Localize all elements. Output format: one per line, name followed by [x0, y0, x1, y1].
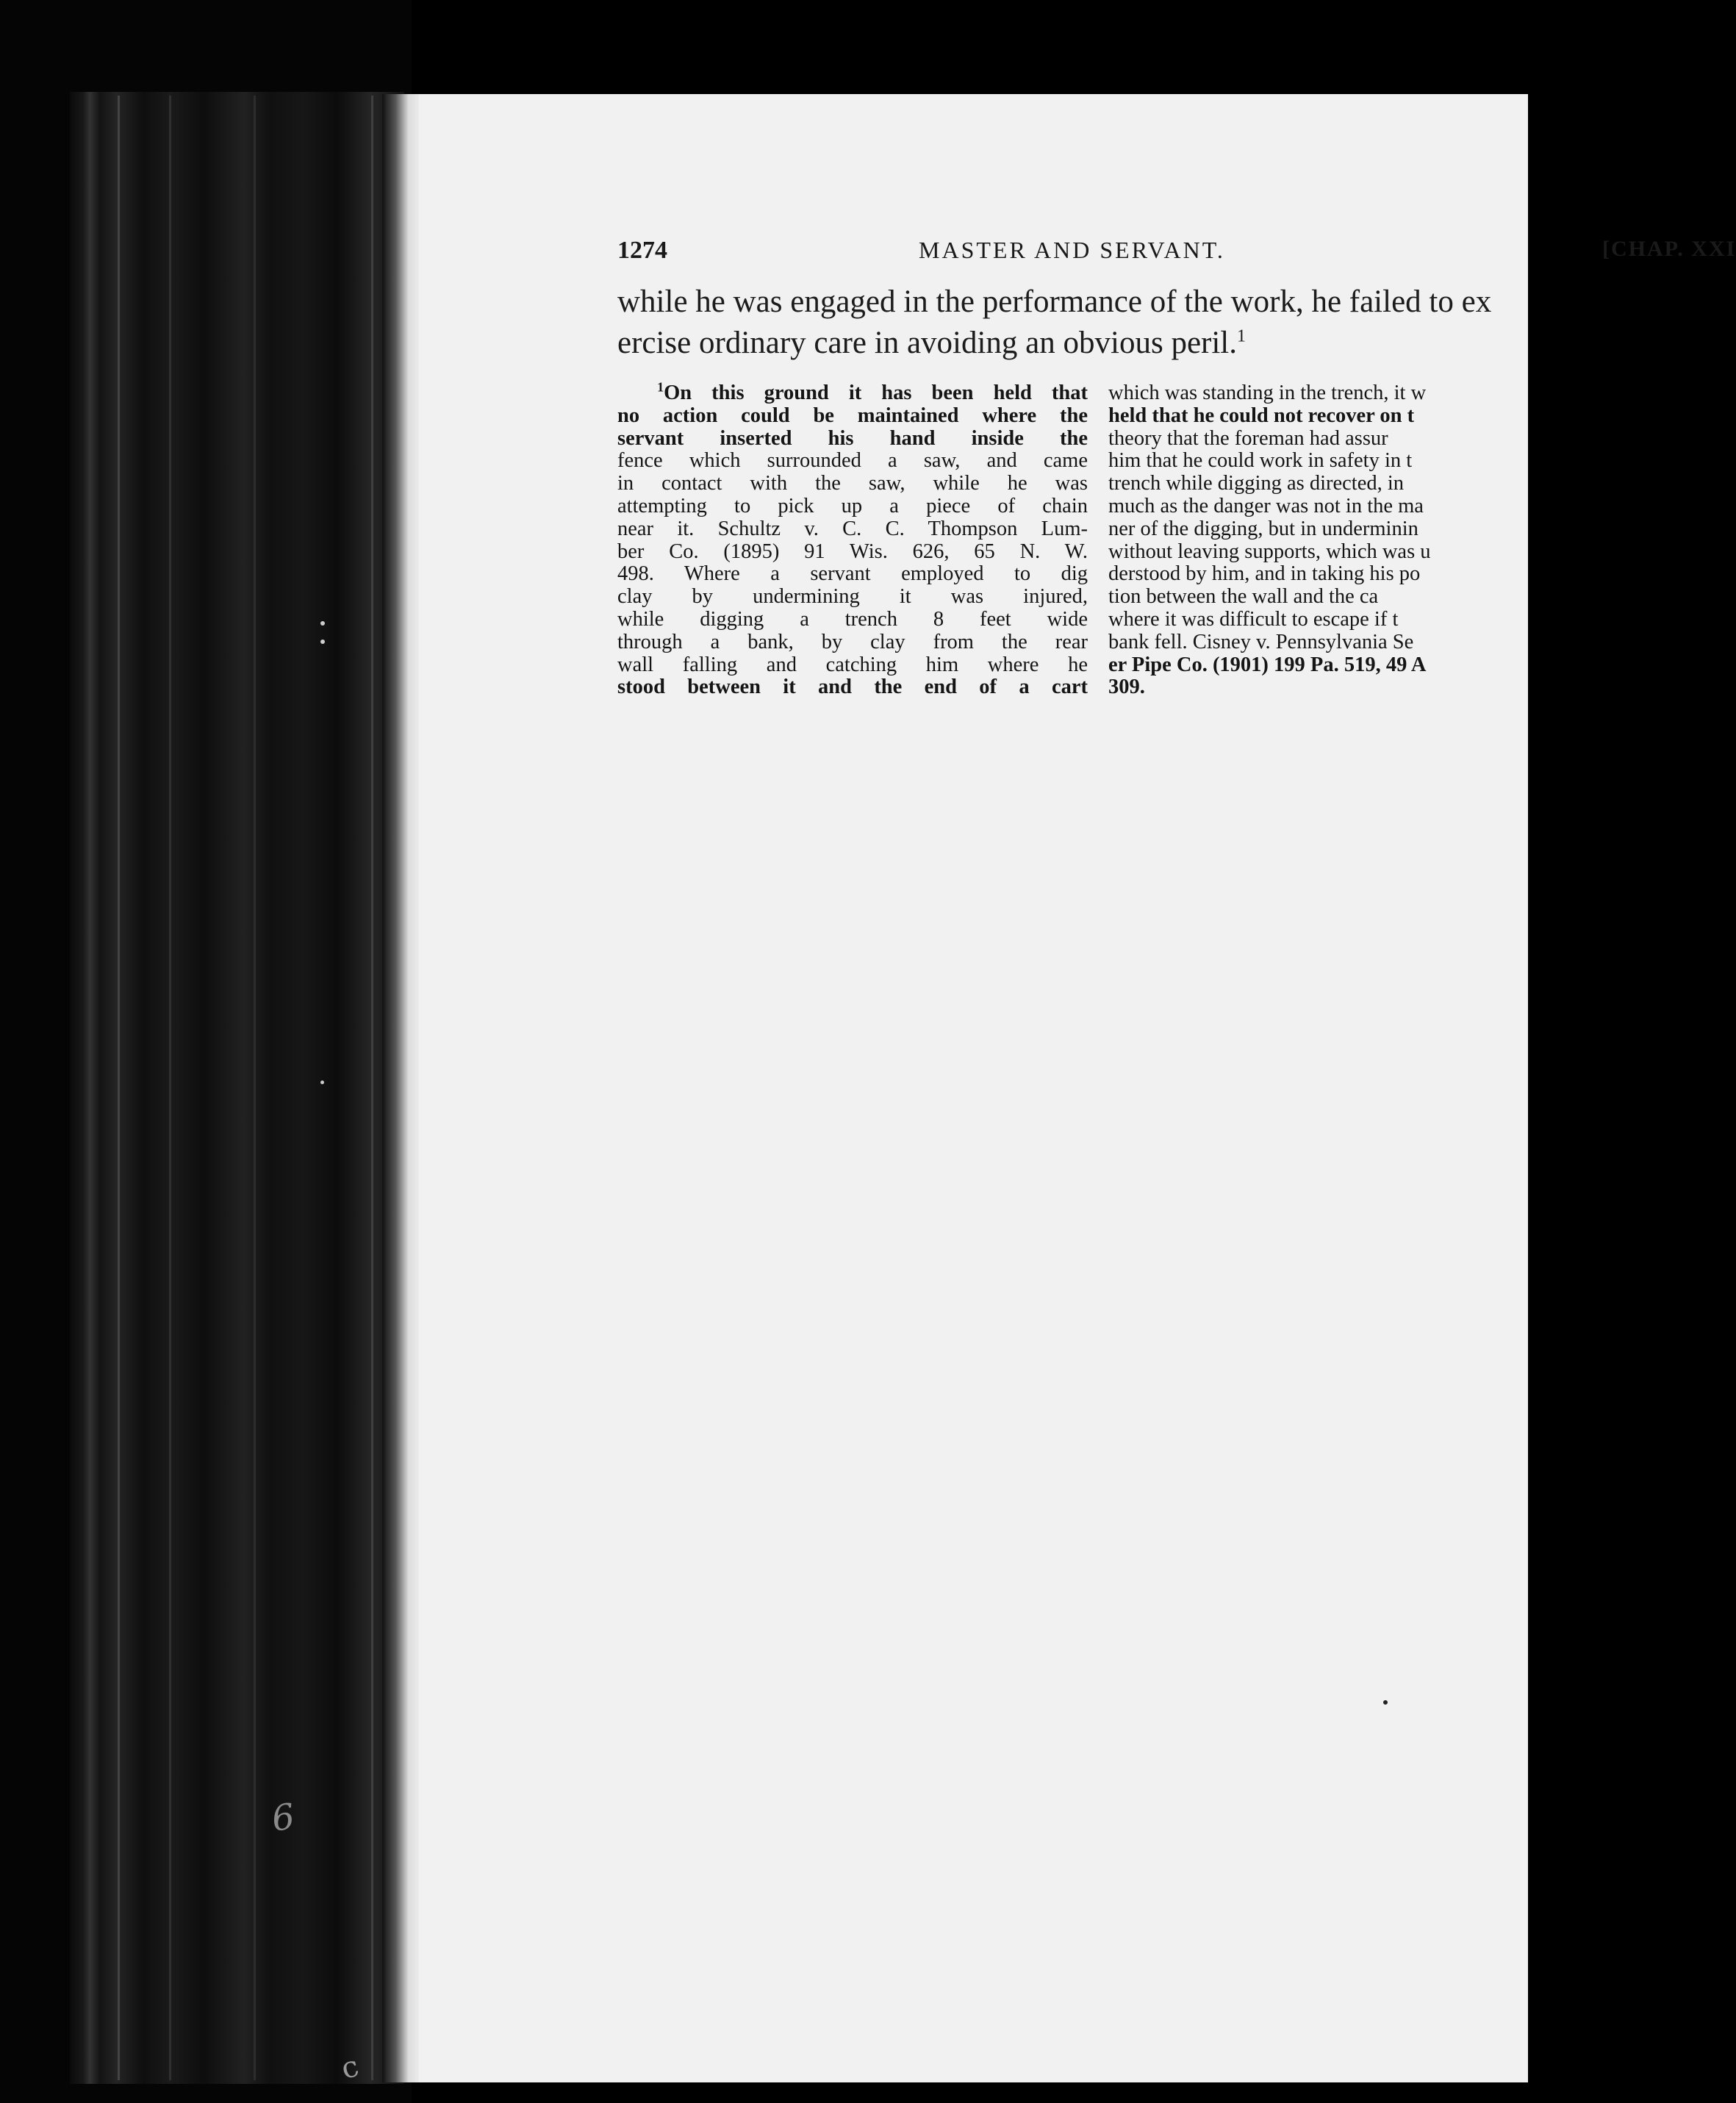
- footnote-reference: 1: [1237, 326, 1246, 346]
- margin-handwritten-mark: 6: [269, 1796, 298, 1840]
- footnote-block: [617, 379, 1646, 764]
- footnote-line: servant inserted his hand inside the: [617, 426, 1088, 450]
- speck: [320, 621, 325, 626]
- body-line: while he was engaged in the performance of the work, he failed to ex: [617, 284, 1492, 319]
- spine-streak: [169, 96, 171, 2080]
- footnote-line: wall falling and catching him where he: [617, 653, 1088, 676]
- footnote-right-column: [1108, 382, 1652, 699]
- footnote-line: clay by undermining it was injured,: [617, 585, 1088, 609]
- body-text: [617, 282, 1646, 364]
- footnote-line: held that he could not recover on t: [1108, 404, 1415, 427]
- footnote-line: near it. Schultz v. C. C. Thompson Lum-: [617, 517, 1088, 540]
- footnote-line: bank fell. Cisney v. Pennsylvania Se: [1108, 630, 1414, 653]
- speck: [1383, 1700, 1388, 1705]
- footnote-line: fence which surrounded a saw, and came: [617, 449, 1088, 473]
- page-number: 1274: [617, 237, 667, 264]
- footnote-line: where it was difficult to escape if t: [1108, 607, 1399, 631]
- footnote-line: [617, 379, 1088, 405]
- footnote-line: er Pipe Co. (1901) 199 Pa. 519, 49 A: [1108, 653, 1427, 676]
- footnote-line: much as the danger was not in the ma: [1108, 494, 1424, 517]
- footnote-left-column: [617, 379, 1088, 699]
- spine-streak: [118, 96, 120, 2080]
- footnote-line-text: On this ground it has been held that: [664, 381, 1088, 404]
- speck: [320, 1081, 324, 1084]
- footnote-line: theory that the foreman had assur: [1108, 426, 1388, 450]
- footnote-marker: 1: [657, 379, 664, 395]
- body-line: [617, 323, 1646, 364]
- footnote-line: ner of the digging, but in underminin: [1108, 517, 1418, 540]
- body-line-text: ercise ordinary care in avoiding an obvious peril.: [617, 326, 1237, 360]
- footnote-line: while digging a trench 8 feet wide: [617, 607, 1088, 631]
- running-head: [617, 234, 1736, 271]
- chapter-label: [CHAP. XXI: [1602, 237, 1736, 261]
- book-spine: [70, 92, 404, 2087]
- footnote-line: tion between the wall and the ca: [1108, 585, 1379, 609]
- footnote-line: trench while digging as directed, in: [1108, 472, 1405, 495]
- footnote-line: through a bank, by clay from the rear: [617, 630, 1088, 653]
- footnote-line: 309.: [1108, 676, 1145, 699]
- book-page: [419, 94, 1736, 2082]
- footnote-line: 498. Where a servant employed to dig: [617, 562, 1088, 586]
- footnote-line: no action could be maintained where the: [617, 404, 1088, 427]
- running-title: MASTER AND SERVANT.: [919, 237, 1225, 263]
- footnote-line: without leaving supports, which was u: [1108, 540, 1431, 563]
- footnote-line: ber Co. (1895) 91 Wis. 626, 65 N. W.: [617, 540, 1088, 563]
- footnote-line: attempting to pick up a piece of chain: [617, 494, 1088, 517]
- footnote-line: in contact with the saw, while he was: [617, 472, 1088, 495]
- footnote-line: him that he could work in safety in t: [1108, 449, 1413, 473]
- footnote-line: derstood by him, and in taking his po: [1108, 562, 1421, 586]
- spine-streak: [371, 96, 373, 2080]
- footnote-line: stood between it and the end of a cart: [617, 676, 1088, 699]
- margin-handwritten-mark: c: [337, 2049, 362, 2087]
- speck: [320, 640, 325, 644]
- spine-streak: [254, 96, 256, 2080]
- footnote-line: which was standing in the trench, it w: [1108, 381, 1427, 404]
